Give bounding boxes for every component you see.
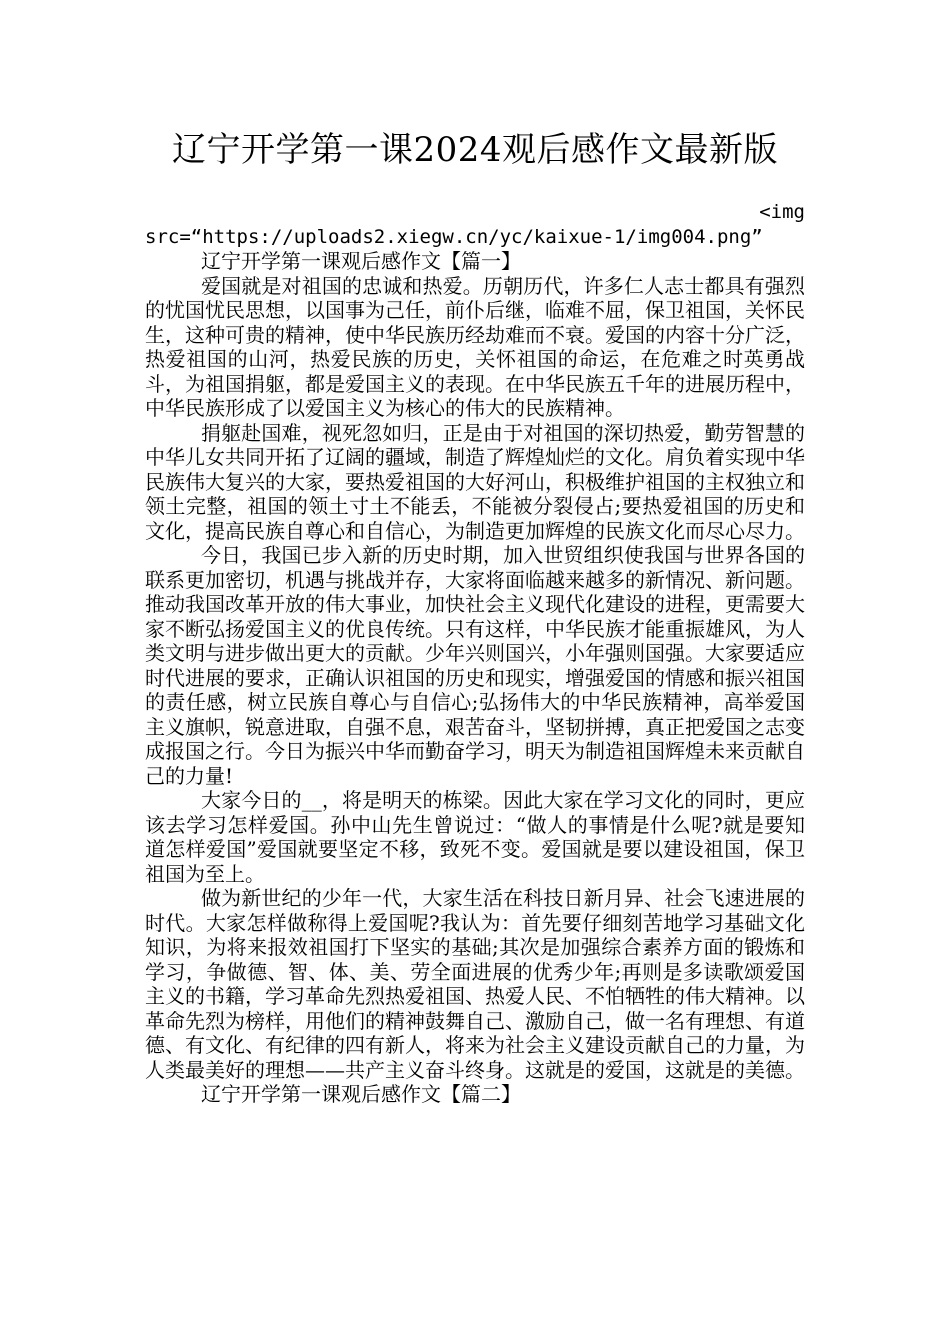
image-source-url-text: src=“https://uploads2.xiegw.cn/yc/kaixue-1/img004.png” [145, 225, 763, 248]
section-heading-2: 辽宁开学第一课观后感作文【篇二】 [201, 1082, 521, 1106]
document-body [145, 200, 805, 1107]
page-title: 辽宁开学第一课2024观后感作文最新版 [171, 130, 779, 170]
paragraph: 做为新世纪的少年一代，大家生活在科技日新月异、社会飞速进展的时代。大家怎样做称得上爱国呢?我认为：首先要仔细刻苦地学习基础文化知识，为将来报效祖国打下坚实的基础;其次是加强综合素养方面的锻炼和学习，争做德、智、体、美、劳全面进展的优秀少年;再则是多读歌颂爱国主义的书籍，学习革命先烈热爱祖国、热爱人民、不怕牺牲的伟大精神。以革命先烈为榜样，用他们的精神鼓舞自己、激励自己，做一名有理想、有道德、有文化、有纪律的四有新人，将来为社会主义建设贡献自己的力量，为人类最美好的理想——共产主义奋斗终身。这就是的爱国，这就是的美德。 [145, 886, 805, 1082]
paragraph: 今日，我国已步入新的历史时期，加入世贸组织使我国与世界各国的联系更加密切，机遇与挑战并存，大家将面临越来越多的新情况、新问题。推动我国改革开放的伟大事业，加快社会主义现代化建设的进程，更需要大家不断弘扬爱国主义的优良传统。只有这样，中华民族才能重振雄风，为人类文明与进步做出更大的贡献。少年兴则国兴，小年强则国强。大家要适应时代进展的要求，正确认识祖国的历史和现实，增强爱国的情感和振兴祖国的责任感，树立民族自尊心与自信心;弘扬伟大的中华民族精神，高举爱国主义旗帜，锐意进取，自强不息，艰苦奋斗，坚韧拼搏，真正把爱国之志变成报国之行。今日为振兴中华而勤奋学习，明天为制造祖国辉煌未来贡献自己的力量! [145, 543, 805, 788]
paragraph: 捐躯赴国难，视死忽如归，正是由于对祖国的深切热爱，勤劳智慧的中华儿女共同开拓了辽阔的疆域，制造了辉煌灿烂的文化。肩负着实现中华民族伟大复兴的大家，要热爱祖国的大好河山，积极维护祖国的主权独立和领土完整，祖国的领土寸土不能丢，不能被分裂侵占;要热爱祖国的历史和文化，提高民族自尊心和自信心，为制造更加辉煌的民族文化而尽心尽力。 [145, 420, 805, 543]
image-source-text: <img [759, 201, 805, 223]
paragraph: 大家今日的__，将是明天的栋梁。因此大家在学习文化的同时，更应该去学习怎样爱国。孙中山先生曾说过：“做人的事情是什么呢?就是要知道怎样爱国”爱国就要坚定不移，致死不变。爱国就是要以建设祖国，保卫祖国为至上。 [145, 788, 805, 886]
paragraph: 爱国就是对祖国的忠诚和热爱。历朝历代，许多仁人志士都具有强烈的忧国忧民思想，以国事为己任，前仆后继，临难不屈，保卫祖国，关怀民生，这种可贵的精神，使中华民族历经劫难而不衰。爱国的内容十分广泛，热爱祖国的山河，热爱民族的历史，关怀祖国的命运，在危难之时英勇战斗，为祖国捐躯，都是爱国主义的表现。在中华民族五千年的进展历程中，中华民族形成了以爱国主义为核心的伟大的民族精神。 [145, 273, 805, 420]
section-heading-1: 辽宁开学第一课观后感作文【篇一】 [201, 249, 521, 273]
